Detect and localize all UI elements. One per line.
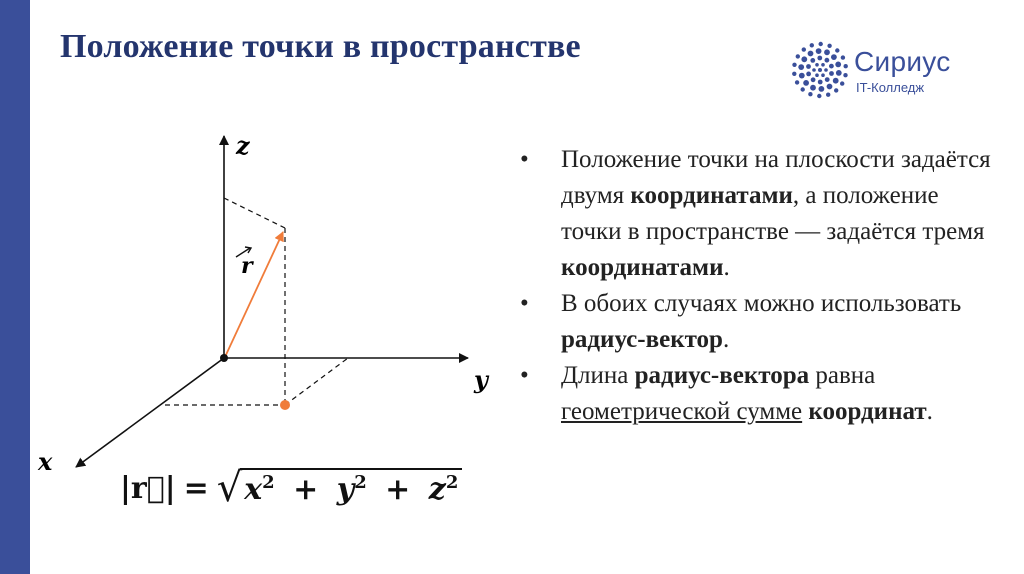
bullet-marker: • [520, 146, 529, 173]
bullet-text: координат [808, 398, 927, 425]
logo-dot [812, 68, 816, 72]
logo-dot [835, 48, 839, 52]
logo-dot [806, 72, 811, 77]
bullet-text: . [722, 326, 730, 353]
slide-title: Положение точки в пространстве [60, 28, 581, 65]
logo-dot [836, 70, 842, 76]
logo-dot [824, 49, 830, 55]
dot-cluster-icon [790, 40, 850, 100]
bullet-list [515, 142, 995, 430]
bullet-text: Длина [561, 362, 635, 389]
logo-dot [825, 77, 830, 82]
logo-name: Сириус [854, 46, 951, 77]
logo-dot [818, 80, 823, 85]
bullet-marker: • [520, 362, 529, 389]
logo-dot [844, 64, 848, 68]
logo-dot [792, 72, 796, 76]
logo-dot [817, 94, 821, 98]
logo-dot [840, 81, 844, 85]
bullet-text: . [723, 254, 730, 281]
formula-equals: = [183, 470, 209, 506]
logo-subtitle: IT-Колледж [856, 80, 925, 95]
x-axis [76, 358, 224, 467]
square-root [216, 465, 463, 511]
left-accent-bar [0, 0, 30, 574]
logo-dot [831, 54, 837, 60]
bullet-text: В обоих случаях можно использовать [561, 290, 962, 317]
bullet-text: геометрической сумме [561, 398, 803, 425]
logo-dot [808, 92, 812, 96]
projection-point [280, 400, 290, 410]
logo [790, 40, 990, 102]
logo-dot [841, 55, 845, 59]
logo-dot [799, 73, 805, 79]
logo-dot [816, 48, 822, 54]
logo-dot [833, 78, 839, 84]
logo-dot [798, 64, 804, 70]
logo-dot [802, 47, 806, 51]
logo-dot [818, 68, 822, 72]
logo-dot [810, 85, 816, 91]
logo-dot [821, 73, 825, 77]
bullet-item [515, 358, 995, 430]
logo-dot [795, 80, 799, 84]
radius-vector [225, 232, 283, 357]
logo-dot [827, 84, 833, 90]
bullet-text: радиус-вектора [634, 362, 810, 389]
logo-dot [810, 58, 815, 63]
logo-dot [829, 64, 834, 69]
logo-dot [801, 56, 807, 62]
logo-dot [806, 64, 811, 69]
bullet-item [515, 286, 995, 358]
formula-left: |r⃗| [120, 470, 176, 506]
bullet-text: , а положение точки в пространстве — задаётся тремя [561, 182, 985, 245]
logo-dot [827, 44, 831, 48]
projection-lines [165, 198, 348, 405]
bullet-text: . [926, 398, 933, 425]
logo-dot [826, 93, 830, 97]
logo-dot [801, 87, 805, 91]
bullet-text: координатами [561, 254, 724, 281]
logo-dot [819, 42, 823, 46]
z-axis-label: z [236, 131, 250, 160]
vector-length-formula [120, 465, 462, 511]
logo-dot [843, 73, 847, 77]
radical-sign: √ [216, 465, 243, 511]
logo-dot [815, 73, 819, 77]
logo-dot [792, 63, 796, 67]
logo-dot [811, 77, 816, 82]
bullet-text: радиус-вектор [561, 326, 723, 353]
logo-dot [824, 68, 828, 72]
logo-dot [825, 58, 830, 63]
x-axis-label: x [38, 447, 53, 476]
logo-dot [834, 88, 838, 92]
logo-dot [835, 62, 841, 68]
bullet-text: равна [809, 362, 876, 389]
logo-dot [821, 63, 825, 67]
logo-dot [796, 54, 800, 58]
origin-point [220, 354, 228, 362]
logo-dot [803, 80, 809, 86]
logo-dot [808, 51, 814, 57]
logo-dot [815, 63, 819, 67]
logo-dot [810, 43, 814, 47]
svg-text:r: r [241, 253, 253, 279]
coordinate-diagram [30, 120, 500, 480]
bullet-marker: • [520, 290, 529, 317]
logo-dot [817, 56, 822, 61]
vector-label [236, 247, 254, 279]
bullet-text: Положение точки на плоскости задаётся двумя [561, 146, 991, 209]
bullet-item [515, 142, 995, 286]
logo-dot [829, 71, 834, 76]
y-axis-label: y [474, 365, 488, 394]
logo-dot [819, 86, 825, 92]
bullet-text: координатами [630, 182, 793, 209]
radicand: $x^2 + y^2 + z^2$ [240, 468, 462, 508]
